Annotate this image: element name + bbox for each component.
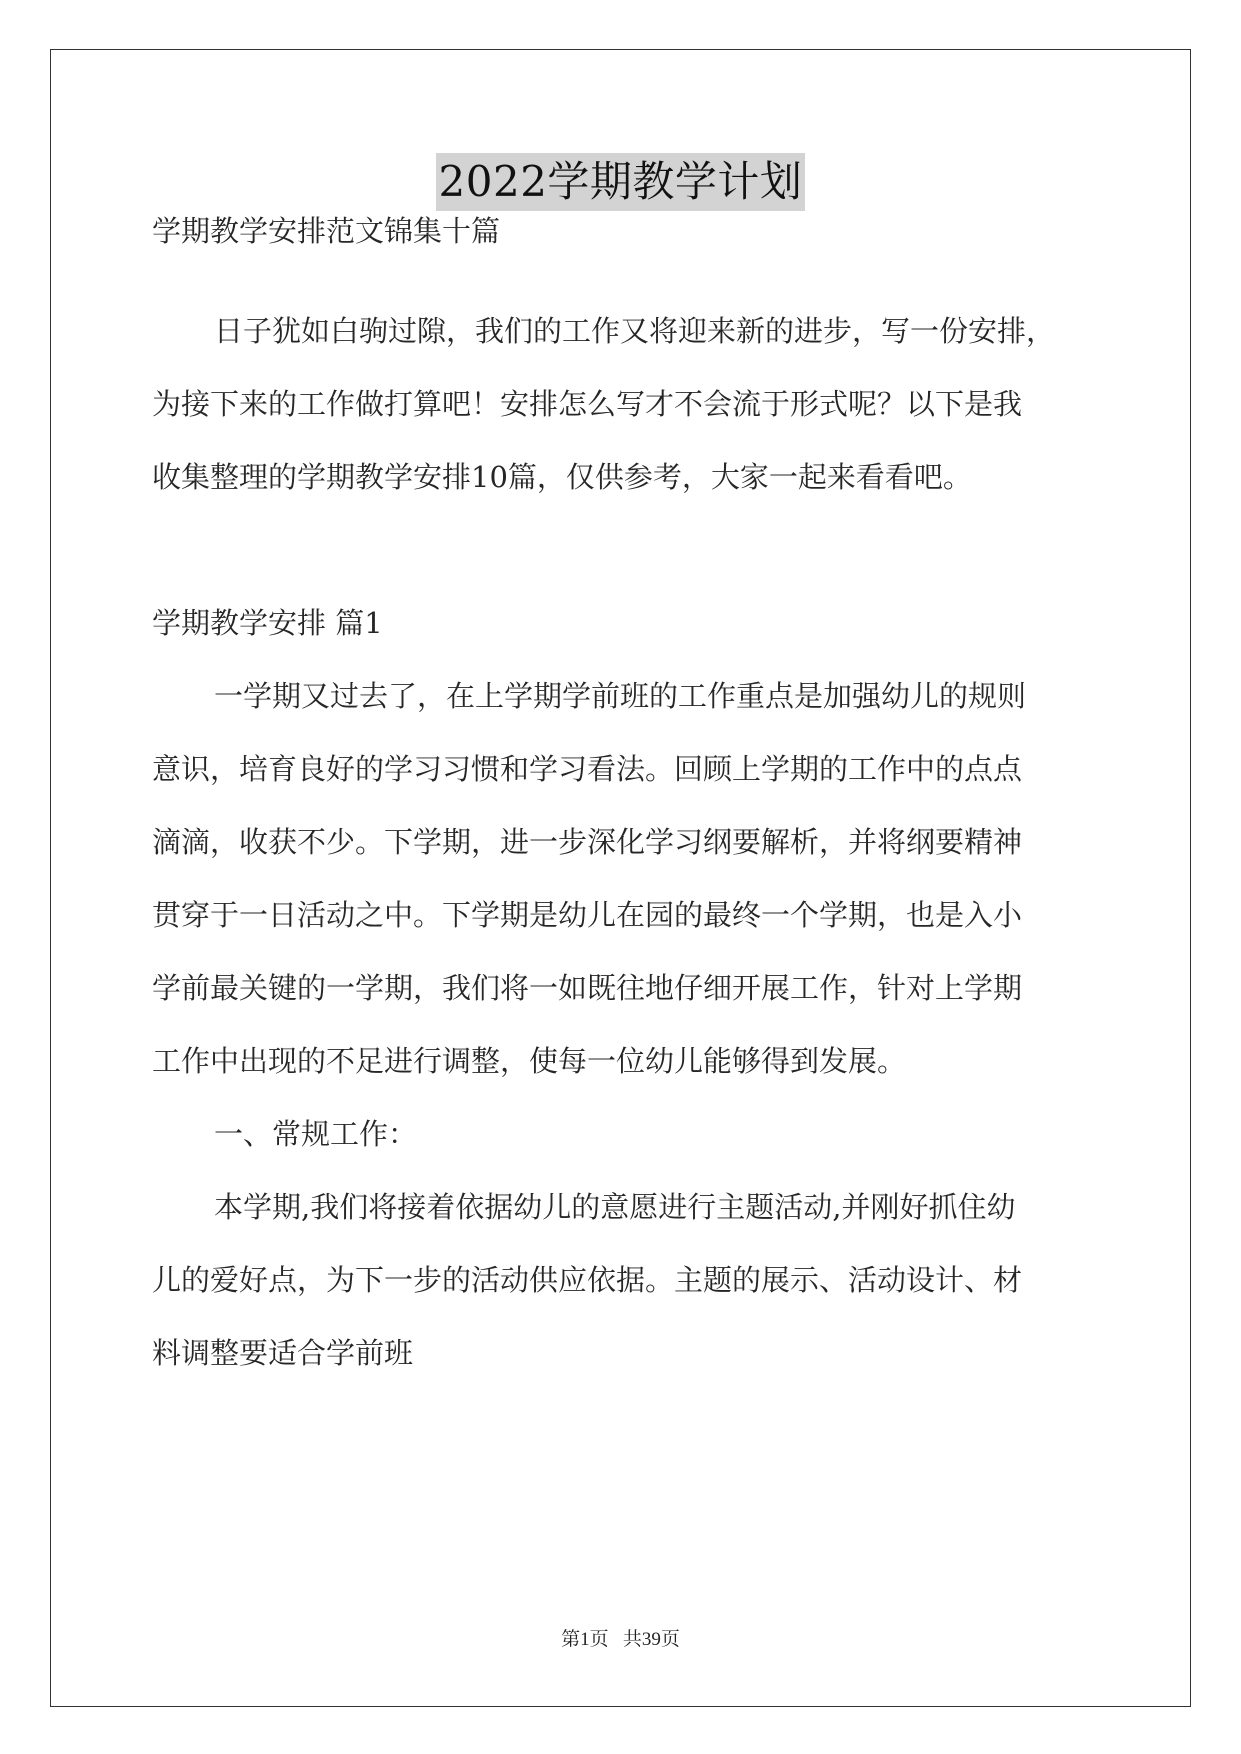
- page-footer: [0, 1627, 1241, 1653]
- section-heading: 学期教学安排 篇1: [152, 606, 383, 640]
- document-subtitle: 学期教学安排范文锦集十篇: [152, 214, 501, 248]
- subheading: 一、常规工作：: [214, 1117, 418, 1151]
- section-line-5: 学前最关键的一学期，我们将一如既往地仔细开展工作，针对上学期: [152, 971, 1023, 1005]
- intro-line-2: 为接下来的工作做打算吧！安排怎么写才不会流于形式呢？以下是我: [152, 387, 1023, 421]
- section-line-6: 工作中出现的不足进行调整，使每一位幼儿能够得到发展。: [152, 1044, 907, 1078]
- title-container: [0, 153, 1241, 211]
- section-line-1: 一学期又过去了，在上学期学前班的工作重点是加强幼儿的规则: [214, 679, 1027, 713]
- section-line-3: 滴滴，收获不少。下学期，进一步深化学习纲要解析，并将纲要精神: [152, 825, 1023, 859]
- body-line-2: 儿的爱好点，为下一步的活动供应依据。主题的展示、活动设计、材: [152, 1263, 1023, 1297]
- page-number: 第1页: [561, 1629, 609, 1650]
- document-title: 2022学期教学计划: [436, 153, 806, 211]
- body-line-1: 本学期,我们将接着依据幼儿的意愿进行主题活动,并刚好抓住幼: [214, 1190, 1016, 1224]
- intro-line-1: 日子犹如白驹过隙，我们的工作又将迎来新的进步，写一份安排，: [214, 314, 1056, 348]
- section-line-2: 意识，培育良好的学习习惯和学习看法。回顾上学期的工作中的点点: [152, 752, 1023, 786]
- body-line-3: 料调整要适合学前班: [152, 1336, 414, 1370]
- intro-line-3: 收集整理的学期教学安排10篇，仅供参考，大家一起来看看吧。: [152, 460, 972, 494]
- page-total: 共39页: [622, 1629, 680, 1650]
- section-line-4: 贯穿于一日活动之中。下学期是幼儿在园的最终一个学期，也是入小: [152, 898, 1023, 932]
- page-border: [50, 49, 1191, 1707]
